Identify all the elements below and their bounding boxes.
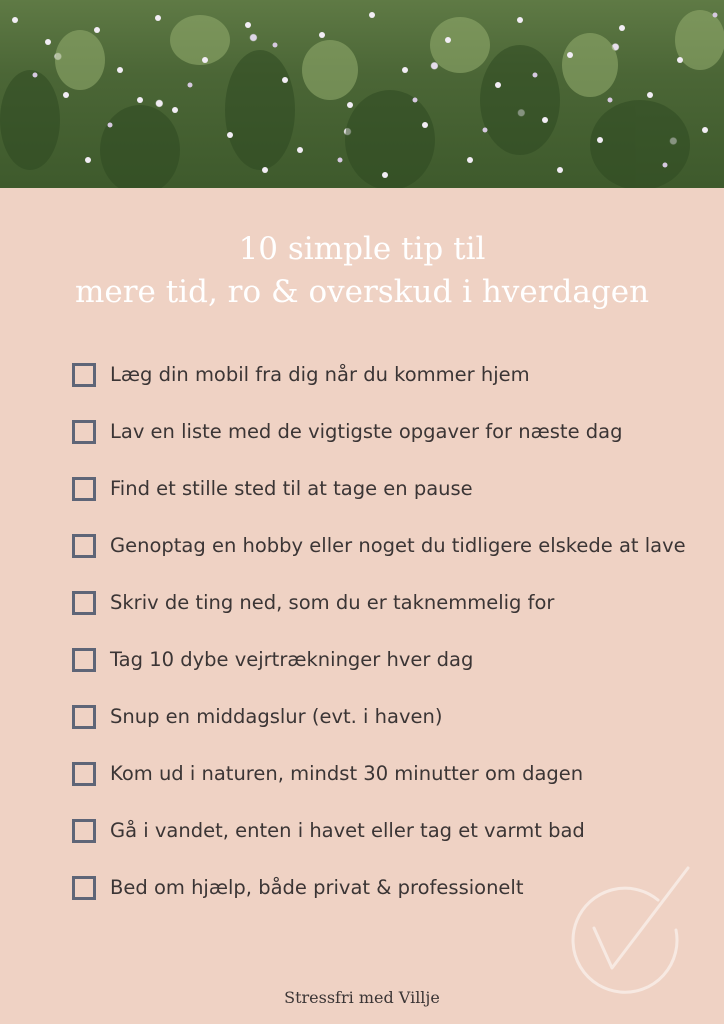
checklist-item-label: Gå i vandet, enten i havet eller tag et varmt bad [110, 819, 585, 842]
checkbox-icon[interactable] [72, 819, 96, 843]
checklist-item-label: Læg din mobil fra dig når du kommer hjem [110, 363, 530, 386]
checklist-item-label: Find et stille sted til at tage en pause [110, 477, 473, 500]
checklist-item[interactable] [72, 346, 712, 403]
checkbox-icon[interactable] [72, 762, 96, 786]
checkbox-icon[interactable] [72, 705, 96, 729]
checklist-item[interactable] [72, 802, 712, 859]
checklist-item[interactable] [72, 688, 712, 745]
checkbox-icon[interactable] [72, 648, 96, 672]
checklist-item[interactable] [72, 574, 712, 631]
checkbox-icon[interactable] [72, 477, 96, 501]
page-title [0, 228, 724, 314]
checkbox-icon[interactable] [72, 591, 96, 615]
checkbox-icon[interactable] [72, 876, 96, 900]
checklist-item[interactable] [72, 403, 712, 460]
thyme-flowers-photo [0, 0, 724, 188]
checklist-item[interactable] [72, 517, 712, 574]
checklist-item[interactable] [72, 745, 712, 802]
title-line-1: 10 simple tip til [238, 231, 486, 267]
checklist-item-label: Snup en middagslur (evt. i haven) [110, 705, 443, 728]
checkbox-icon[interactable] [72, 363, 96, 387]
checklist-item-label: Kom ud i naturen, mindst 30 minutter om dagen [110, 762, 584, 785]
checklist-item-label: Lav en liste med de vigtigste opgaver for næste dag [110, 420, 623, 443]
checklist-item[interactable] [72, 631, 712, 688]
checklist-item-label: Genoptag en hobby eller noget du tidligere elskede at lave [110, 534, 686, 557]
tips-checklist [72, 346, 712, 916]
checklist-item-label: Tag 10 dybe vejrtrækninger hver dag [110, 648, 474, 671]
checkbox-icon[interactable] [72, 534, 96, 558]
checklist-item-label: Skriv de ting ned, som du er taknemmelig for [110, 591, 555, 614]
title-line-2: mere tid, ro & overskud i hverdagen [74, 274, 650, 310]
brand-footer: Stressfri med Villje [284, 988, 440, 1007]
checklist-item-label: Bed om hjælp, både privat & professionelt [110, 876, 524, 899]
foliage-pattern [0, 0, 724, 188]
checkbox-icon[interactable] [72, 420, 96, 444]
checklist-item[interactable] [72, 460, 712, 517]
